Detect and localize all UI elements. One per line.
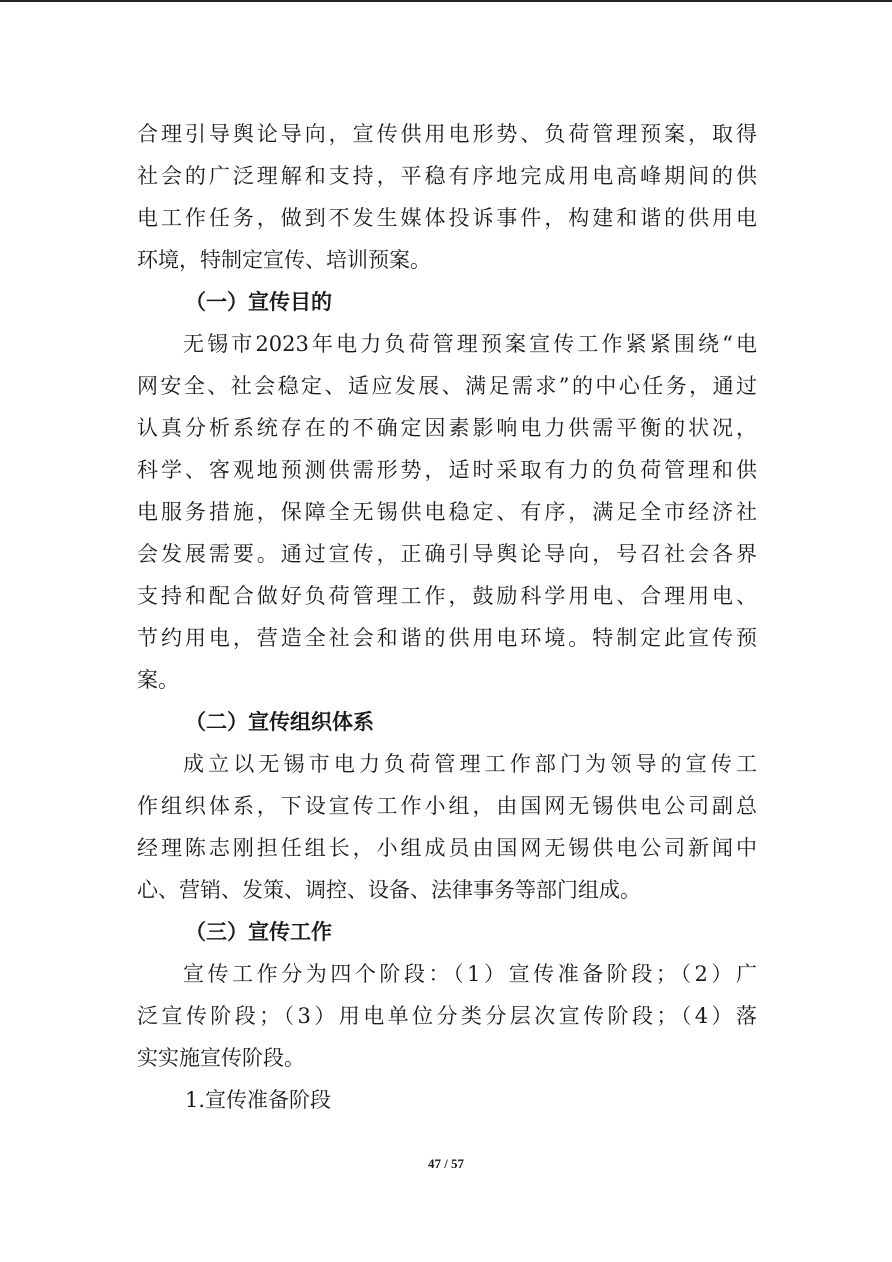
paragraph-line: 科学、客观地预测供需形势，适时采取有力的负荷管理和供 xyxy=(137,458,757,482)
section-heading-work: （三）宣传工作 xyxy=(185,919,332,944)
paragraph-line: 电服务措施，保障全无锡供电稳定、有序，满足全市经济社 xyxy=(137,500,757,524)
subsection-heading-preparation: 1.宣传准备阶段 xyxy=(185,1088,332,1112)
paragraph-line: 环境，特制定宣传、培训预案。 xyxy=(137,248,431,272)
page-number: 47 / 57 xyxy=(427,1156,465,1171)
paragraph-line: 认真分析系统存在的不确定因素影响电力供需平衡的状况， xyxy=(137,416,757,440)
paragraph-line: 节约用电，营造全社会和谐的供用电环境。特制定此宣传预 xyxy=(137,626,757,650)
paragraph-line: 心、营销、发策、调控、设备、法律事务等部门组成。 xyxy=(137,878,641,902)
paragraph-line: 支持和配合做好负荷管理工作，鼓励科学用电、合理用电、 xyxy=(137,584,757,608)
paragraph-line: 实实施宣传阶段。 xyxy=(137,1046,305,1070)
paragraph-line: 案。 xyxy=(137,668,179,692)
paragraph-line: 经理陈志刚担任组长，小组成员由国网无锡供电公司新闻中 xyxy=(137,836,757,860)
paragraph-line: 泛宣传阶段；（3）用电单位分类分层次宣传阶段；（4）落 xyxy=(137,1004,757,1028)
paragraph-line: 社会的广泛理解和支持，平稳有序地完成用电高峰期间的供 xyxy=(137,164,757,188)
paragraph-line: 成立以无锡市电力负荷管理工作部门为领导的宣传工 xyxy=(183,752,757,776)
section-heading-organization: （二）宣传组织体系 xyxy=(185,709,374,734)
document-body xyxy=(137,113,757,1121)
paragraph-line: 合理引导舆论导向，宣传供用电形势、负荷管理预案，取得 xyxy=(137,122,757,146)
paragraph-line: 无锡市2023年电力负荷管理预案宣传工作紧紧围绕“电 xyxy=(183,332,757,356)
paragraph-line: 作组织体系，下设宣传工作小组，由国网无锡供电公司副总 xyxy=(137,794,757,818)
section-heading-purpose: （一）宣传目的 xyxy=(185,289,332,314)
paragraph-line: 网安全、社会稳定、适应发展、满足需求”的中心任务，通过 xyxy=(137,374,757,398)
paragraph-line: 宣传工作分为四个阶段：（1）宣传准备阶段；（2）广 xyxy=(183,962,757,986)
top-border xyxy=(0,0,892,2)
paragraph-line: 会发展需要。通过宣传，正确引导舆论导向，号召社会各界 xyxy=(137,542,757,566)
paragraph-line: 电工作任务，做到不发生媒体投诉事件，构建和谐的供用电 xyxy=(137,206,757,230)
